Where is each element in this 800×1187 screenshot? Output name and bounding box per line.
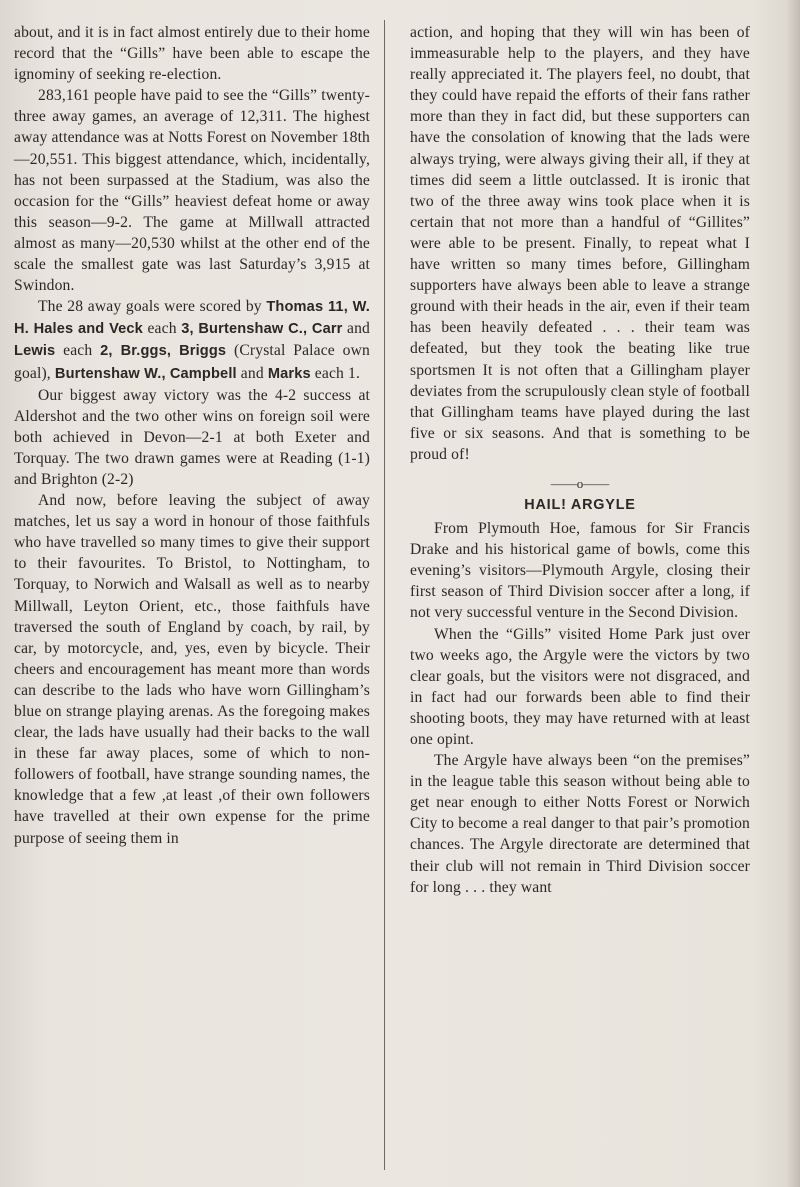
text-run: each 1. bbox=[310, 364, 361, 382]
text-run: (Crystal Palace own goal), bbox=[14, 342, 370, 382]
text-run: and bbox=[236, 364, 268, 382]
paragraph-away-victories: Our biggest away victory was the 4-2 success at Aldershot and the two other wins on foreign soil were both achieved in Devon—2-1 at both Exeter and Torquay. The two drawn games were at Reading (1-1) and Brighton (2-2) bbox=[14, 386, 370, 488]
scorer-names: Burtenshaw W., Campbell bbox=[54, 365, 237, 382]
scorer-names: 3, Burtenshaw C., Carr bbox=[181, 321, 343, 338]
text-run: each bbox=[55, 342, 101, 360]
text-run: and bbox=[342, 320, 371, 338]
scorer-names: 2, Br.ggs, Briggs bbox=[100, 343, 227, 360]
paragraph-supporters-continued: action, and hoping that they will win has been of immeasurable help to the players, and they have really appreciated it. The players feel, no doubt, that they could have repaid the efforts of their fans rather more than they in fact did, but these supporters can have the consolation of knowing that the lads were always trying, were always giving their all, if they at times did seem a little outclassed. It is ironic that two of the three away wins took place when it is certain that not more than a handful of “Gillites” were able to be present. Finally, to repeat what I have written so many times before, Gillingham supporters have always been able to leave a strange ground with their heads in the air, even if their team has been heavily defeated . . . their team was defeated, but they took the beating like true sportsmen It is not often that a Gillingham player deviates from the scrupulously clean style of football that Gillingham teams have played during the last five or six seasons. And that is something to be proud of! bbox=[410, 24, 750, 463]
section-heading: HAIL! ARGYLE bbox=[524, 496, 636, 513]
scorer-names: Lewis bbox=[14, 343, 56, 360]
scorer-names: Marks bbox=[267, 365, 311, 382]
paragraph-argyle-league: The Argyle have always been “on the premises” in the league table this season without being able to get near enough to either Notts Forest or Norwich City to become a real danger to that pair’s promotion chances. The Argyle directorate are determined that their club will not remain in Third Division soccer for long . . . they want bbox=[410, 752, 750, 896]
page-edge-shadow bbox=[786, 0, 800, 1187]
left-column bbox=[14, 22, 370, 849]
paragraph-plymouth-intro: From Plymouth Hoe, famous for Sir Francis Drake and his historical game of bowls, come this evening’s visitors—Plymouth Argyle, closing their first season of Third Division soccer after a long, if not very successful venture in the Second Division. bbox=[410, 520, 750, 622]
paragraph-home-record: about, and it is in fact almost entirely due to their home record that the “Gills” have been able to escape the ignominy of seeking re-election. bbox=[14, 24, 370, 84]
section-separator: ——o—— bbox=[550, 475, 610, 491]
scorer-names: Thomas 11, W. H. Hales and Veck bbox=[14, 299, 370, 338]
text-run: The 28 away goals were scored by bbox=[38, 298, 267, 316]
column-divider bbox=[384, 20, 385, 1170]
paragraph-faithful-supporters: And now, before leaving the subject of away matches, let us say a word in honour of those faithfuls who have travelled so many times to give their support to their favourites. To Bristol, to Nottingham, to Torquay, to Norwich and Walsall as well as to nearby Millwall, Leyton Orient, etc., those faithfuls have traversed the south of England by coach, by rail, by car, by motorcycle, and, yes, even by bicycle. Their cheers and encouragement has meant more than words can describe to the lads who have worn Gillingham’s blue on strange playing arenas. As the foregoing makes clear, the lads have usually had their backs to the wall in these far away places, some of which to non-followers of football, have strange sounding names, the knowledge that a few ,at least ,of their own followers have travelled at their own expense for the prime purpose of seeing them in bbox=[14, 492, 370, 847]
paragraph-home-park: When the “Gills” visited Home Park just over two weeks ago, the Argyle were the victors by two clear goals, but the visitors were not disgraced, and in fact had our forwards been able to find their shooting boots, they may have returned with at least one opint. bbox=[410, 625, 750, 748]
text-run: each bbox=[142, 320, 182, 338]
right-column bbox=[410, 22, 750, 898]
paragraph-away-attendance: 283,161 people have paid to see the “Gills” twenty-three away games, an average of 12,311. The highest away attendance was at Notts Forest on November 18th—20,551. This biggest attendance, which, incidentally, has not been surpassed at the Stadium, was also the occasion for the “Gills” heaviest defeat home or away this season—9-2. The game at Millwall attracted almost as many—20,530 whilst at the other end of the scale the smallest gate was last Saturday’s 3,915 at Swindon. bbox=[14, 87, 370, 295]
paragraph-away-goals bbox=[14, 296, 370, 384]
